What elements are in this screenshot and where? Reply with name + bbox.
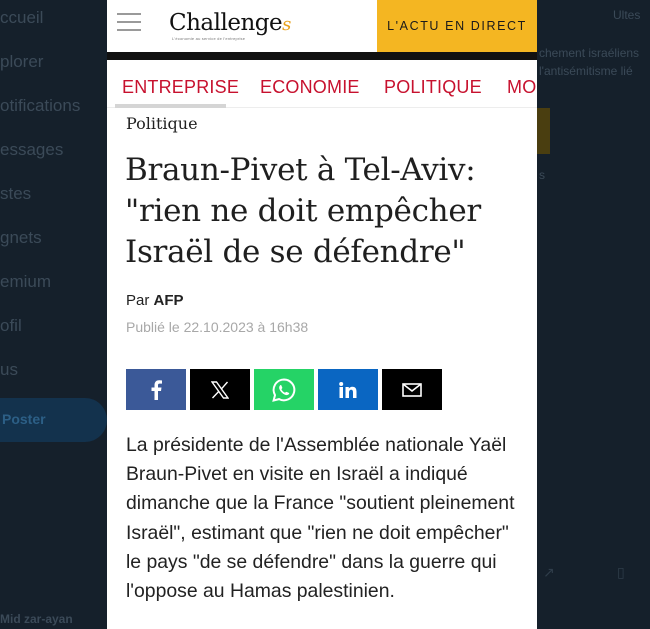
article-author[interactable]: AFP — [153, 292, 184, 309]
tab-politique[interactable]: POLITIQUE — [384, 77, 482, 97]
bg-user-name: Mid zar-ayan — [0, 612, 73, 626]
bg-nav-home: ccueil — [0, 8, 44, 27]
linkedin-icon — [339, 382, 357, 398]
bg-nav-messages: essages — [0, 140, 64, 159]
bg-nav-more: us — [0, 360, 18, 379]
facebook-icon — [150, 380, 162, 400]
bg-share-icon: ↗ — [543, 565, 555, 581]
bg-right-text-4: s — [539, 168, 545, 182]
tab-active-indicator — [115, 104, 226, 108]
share-whatsapp-button[interactable] — [254, 369, 314, 410]
bg-right-text-2: chement israéliens — [539, 46, 640, 60]
bg-nav-bookmarks: gnets — [0, 228, 42, 247]
article-title: Braun-Pivet à Tel-Aviv: "rien ne doit empêcher Israël de se défendre" — [125, 152, 481, 270]
bg-nav-premium: emium — [0, 272, 52, 291]
whatsapp-icon — [271, 377, 297, 403]
article-panel — [107, 0, 537, 629]
bg-right-text-1: Ultes — [613, 8, 641, 22]
bg-bookmark-icon: ▯ — [617, 565, 625, 581]
bg-right-text-3: l'antisémitisme lié — [539, 64, 633, 78]
bg-post-button: Poster — [0, 398, 107, 442]
site-logo[interactable]: Challenges — [169, 10, 291, 36]
bg-nav-profile: ofil — [0, 316, 22, 335]
tab-economie[interactable]: ECONOMIE — [260, 77, 360, 97]
share-email-button[interactable] — [382, 369, 442, 410]
background-left-nav — [0, 0, 107, 629]
background-right-column — [537, 0, 650, 629]
bg-nav-explore: plorer — [0, 52, 44, 71]
logo-subtitle: L'économie au service de l'entreprise — [172, 36, 246, 41]
share-x-button[interactable] — [190, 369, 250, 410]
bg-nav-notifications: otifications — [0, 96, 81, 115]
live-news-button[interactable]: L'ACTU EN DIRECT — [377, 0, 537, 52]
bg-nav-lists: stes — [0, 184, 32, 203]
article-body: La présidente de l'Assemblée nationale Yaël Braun-Pivet en visite en Israël a indiqué dimanche que la France "soutient pleinement Israël", estimant que "rien ne doit empêcher" le pays "de se défendre" dans la guerre qui l'oppose au Hamas palestinien. — [126, 434, 515, 603]
header-divider — [107, 52, 537, 60]
article-rubric[interactable]: Politique — [126, 114, 198, 133]
share-facebook-button[interactable] — [126, 369, 186, 410]
x-icon — [211, 381, 229, 399]
tab-entreprise[interactable]: ENTREPRISE — [122, 77, 240, 97]
site-header — [107, 0, 537, 52]
tab-more[interactable]: MO — [507, 77, 537, 97]
article-byline: Par AFP — [126, 292, 184, 309]
mail-icon — [402, 383, 422, 397]
section-tabs — [107, 60, 537, 108]
share-linkedin-button[interactable] — [318, 369, 378, 410]
publish-date: Publié le 22.10.2023 à 16h38 — [126, 319, 309, 335]
bg-thumbnail — [537, 108, 550, 154]
hamburger-menu-icon[interactable] — [117, 13, 141, 33]
